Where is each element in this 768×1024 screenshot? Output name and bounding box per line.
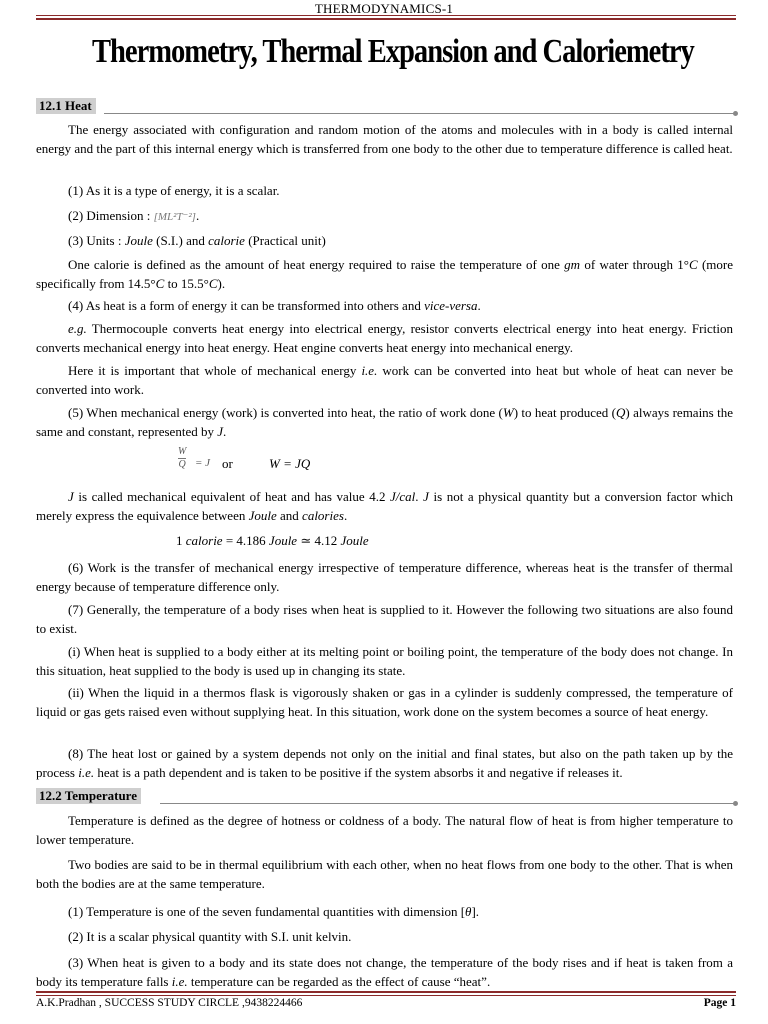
heat-point-7: (7) Generally, the temperature of a body rises when heat is supplied to it. However the following two situations are also found to exist. [36,602,733,636]
temperature-point-2: (2) It is a scalar physical quantity with S.I. unit kelvin. [68,929,352,944]
example-paragraph [36,320,733,357]
thermal-equilibrium: Two bodies are said to be in thermal equilibrium with each other, when no heat flows from one body to the other. That is when both the bodies are at the same temperature. [36,857,733,891]
text: calorie [185,533,223,548]
text: vice-versa [424,298,478,313]
text: (5) When mechanical energy (work) is converted into heat, the ratio of work done ( [68,405,503,420]
text: J [423,489,429,504]
temperature-point-3 [36,954,733,991]
section-rule [160,803,736,804]
equation-or: or [222,456,233,471]
text: = 4.186 [222,533,269,548]
equation-w-jq: W = JQ [269,456,311,471]
text: (8) The heat lost or gained by a system depends not only on the initial and final states, but also on the path taken up by the process [36,746,733,780]
text: W [502,405,514,420]
text: (3) When heat is given to a body and its state does not change, the temperature of the body rises and if heat is taken from a body its temperature falls [36,955,733,989]
heat-point-7-i: (i) When heat is supplied to a body either at its melting point or boiling point, the temperature of the body does not change. In this situation, heat supplied to the body is used up in changing its state. [36,644,733,678]
calorie-definition [36,256,733,293]
text: ]. [471,904,480,919]
section-rule-dot [733,111,738,116]
text: (2) Dimension : [68,208,154,223]
text: . [477,298,481,313]
text: . [195,208,200,223]
header-rule-thin [36,15,736,16]
text: . [223,423,227,439]
running-header: THERMODYNAMICS-1 [314,1,454,16]
text: C [208,275,218,291]
heat-point-3 [36,232,733,251]
denominator: Q [178,459,186,470]
temperature-point-1 [36,903,733,922]
text: ) to heat produced ( [513,405,617,420]
text: calories [302,507,344,523]
text: Here it is important that whole of mechanical energy [68,363,362,378]
text: ) always remains the same and constant, represented by [36,405,734,439]
text: J [68,489,74,504]
text: One calorie is defined as the amount of heat energy required to raise the temperature of one [68,257,565,272]
footer-author: A.K.Pradhan , SUCCESS STUDY CIRCLE ,9438224466 [36,997,303,1009]
text: is not a physical quantity but a conversion factor which merely express the equivalence between [36,489,734,523]
mechanical-equivalent-equation [36,446,733,480]
text: Joule [340,533,369,548]
section-label: 12.1 Heat [36,98,96,114]
heat-point-5 [36,404,733,441]
text: (3) Units : [68,233,125,248]
text: . [343,507,348,523]
heat-point-7-ii: (ii) When the liquid in a thermos flask is vigorously shaken or gas in a cylinder is suddenly compressed, the temperature of liquid or gas gets raised even without supplying heat. In this situation, work done on the system becomes a source of heat energy. [36,685,733,719]
section-heading-temperature [36,788,736,804]
footer-rule-thick [36,991,736,993]
heat-intro: The energy associated with configuration and random motion of the atoms and molecules with in a body is called internal energy and the part of this internal energy which is transferred from one body to the other due to temperature difference is called heat. [36,122,733,156]
equals-j: = J [195,457,211,469]
text: J/cal [390,489,416,504]
text: Q [616,405,626,420]
section-rule-dot [733,801,738,806]
text: Joule [248,507,277,523]
text: 1 [176,533,186,548]
heat-point-2 [36,207,733,227]
text: C [155,275,165,291]
text: temperature can be regarded as the effect of cause “heat”. [187,973,491,989]
text: work can be converted into heat but whole of heat can never be converted into work. [36,363,733,397]
heat-point-4 [36,297,733,316]
page-number: Page 1 [703,997,736,1009]
text: (S.I.) and [152,233,209,248]
text: (more specifically from 14.5° [36,257,733,291]
text: to 15.5° [164,275,209,291]
text: is called mechanical equivalent of heat and has value 4.2 [73,489,391,504]
text: heat is a path dependent and is taken to be positive if the system absorbs it and negative if releases it. [94,764,623,780]
header-rule-thick [36,18,736,20]
dimension-formula: [ML²T⁻²] [153,211,196,223]
theta-symbol: θ [465,904,472,919]
section-label: 12.2 Temperature [36,788,141,804]
text: (1) Temperature is one of the seven fundamental quantities with dimension [ [68,904,466,919]
text: i.e. [78,764,95,780]
text: Joule [124,233,153,248]
text: i.e. [361,363,378,378]
text: e.g. [68,321,87,336]
fraction-w-over-q [178,446,186,471]
text: (Practical unit) [244,233,326,248]
text: calorie [208,233,245,248]
important-note [36,362,733,399]
text: i.e. [171,973,188,989]
conversion-equation [36,532,733,551]
page-title: Thermometry, Thermal Expansion and Caloriemetry [92,33,694,70]
text: and [276,507,303,523]
text: ≃ 4.12 [297,533,341,548]
text: . [415,489,424,504]
text: ). [217,275,226,291]
text: gm [564,257,581,272]
text: J [217,423,223,439]
heat-point-8 [36,745,733,782]
section-heading-heat [36,98,736,114]
j-definition [36,488,733,525]
text: Joule [268,533,298,548]
heat-point-6: (6) Work is the transfer of mechanical energy irrespective of temperature difference, whereas heat is the transfer of thermal energy because of temperature difference only. [36,560,733,594]
section-rule [104,113,736,114]
numerator: W [178,446,187,457]
text: of water through 1° [580,257,689,272]
temperature-intro: Temperature is defined as the degree of hotness or coldness of a body. The natural flow of heat is from higher temperature to lower temperature. [36,813,733,847]
heat-point-1: (1) As it is a type of energy, it is a scalar. [68,183,280,198]
text: Thermocouple converts heat energy into electrical energy, resistor converts electrical energy into heat energy. Friction converts mechanical energy into heat energy. Heat engine converts heat energy into mechanical energy. [36,321,733,355]
text: (4) As heat is a form of energy it can be transformed into others and [68,298,425,313]
text: C [689,257,698,272]
